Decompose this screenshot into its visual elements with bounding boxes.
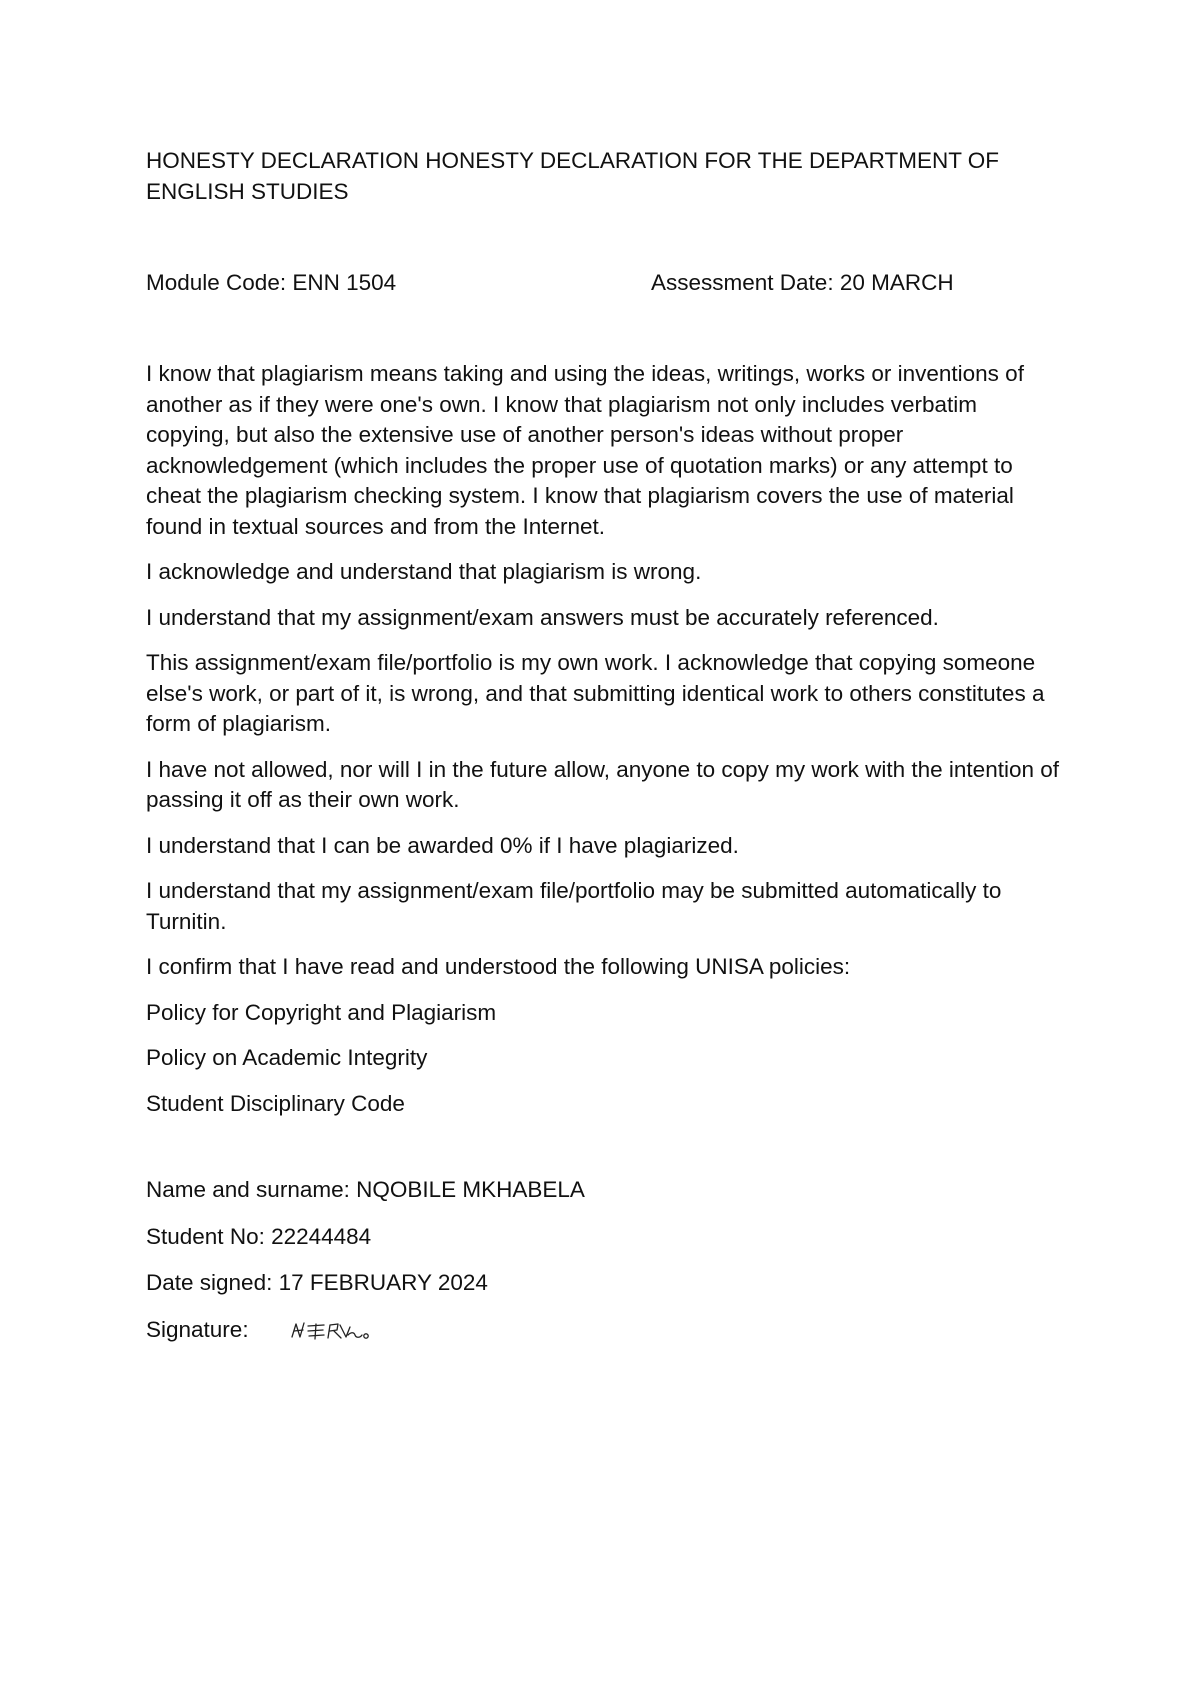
penalty-statement: I understand that I can be awarded 0% if I have plagiarized.	[146, 832, 739, 858]
no-copy-allowed-statement: I have not allowed, nor will I in the future allow, anyone to copy my work with the intention of passing it off as their own work.	[146, 756, 1059, 812]
signature-row	[146, 1315, 1066, 1346]
declaration-statements	[146, 359, 1066, 1119]
document-title: HONESTY DECLARATION HONESTY DECLARATION FOR THE DEPARTMENT OF ENGLISH STUDIES	[146, 148, 1000, 204]
plagiarism-definition-paragraph: I know that plagiarism means taking and using the ideas, writings, works or inventions of another as if they were one's own. I know that plagiarism not only includes verbatim copying, but also the extensive use of another person's ideas without proper acknowledgement (which includes the proper use of quotation marks) or any attempt to cheat the plagiarism checking system. I know that plagiarism covers the use of material found in textual sources and from the Internet.	[146, 361, 1024, 539]
date-signed: Date signed: 17 FEBRUARY 2024	[146, 1270, 488, 1295]
acknowledge-statement: I acknowledge and understand that plagiarism is wrong.	[146, 559, 702, 584]
module-code: Module Code: ENN 1504	[146, 270, 397, 295]
student-number: Student No: 22244484	[146, 1223, 372, 1249]
assessment-date: Assessment Date: 20 MARCH	[651, 270, 954, 295]
policy-item-disciplinary-code: Student Disciplinary Code	[146, 1090, 405, 1116]
student-details	[146, 1175, 1066, 1345]
signature-image	[290, 1315, 374, 1345]
policy-item-copyright: Policy for Copyright and Plagiarism	[146, 999, 497, 1025]
module-info-row	[146, 268, 1066, 298]
policy-item-integrity: Policy on Academic Integrity	[146, 1045, 428, 1070]
signature-label: Signature:	[146, 1316, 249, 1342]
policies-confirmation-statement: I confirm that I have read and understood the following UNISA policies:	[146, 954, 851, 979]
own-work-statement: This assignment/exam file/portfolio is my own work. I acknowledge that copying someone else's work, or part of it, is wrong, and that submitting identical work to others constitutes a form of plagiarism.	[146, 650, 1045, 736]
name-and-surname: Name and surname: NQOBILE MKHABELA	[146, 1177, 585, 1202]
referencing-statement: I understand that my assignment/exam answers must be accurately referenced.	[146, 604, 939, 630]
document-content	[146, 146, 1066, 1361]
turnitin-statement: I understand that my assignment/exam file/portfolio may be submitted automatically to Turnitin.	[146, 878, 1002, 934]
